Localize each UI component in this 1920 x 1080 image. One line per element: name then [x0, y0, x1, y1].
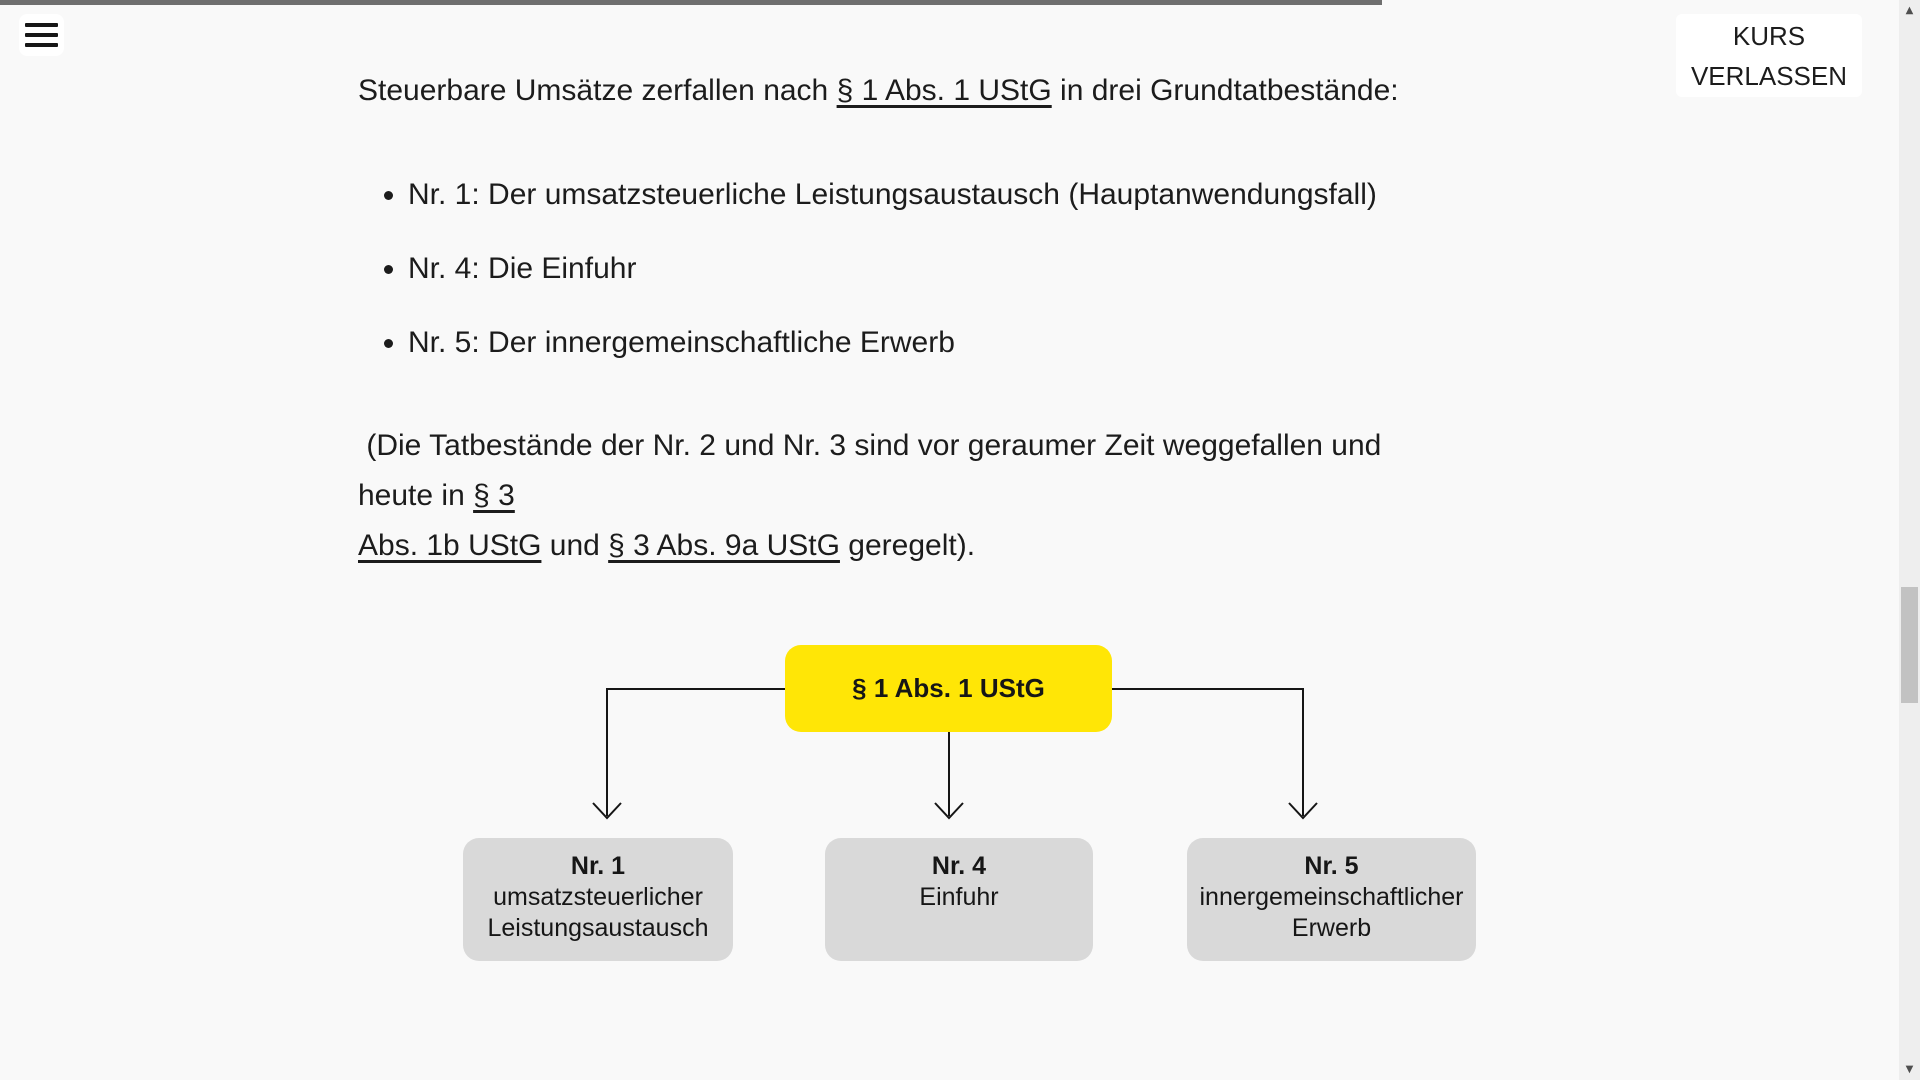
- note-paragraph: [358, 421, 1463, 571]
- diagram-node-line: Leistungsaustausch: [487, 914, 709, 942]
- legal-reference-link[interactable]: § 3: [473, 479, 515, 512]
- menu-button[interactable]: [19, 14, 64, 56]
- scroll-down-icon[interactable]: ▼: [1899, 1059, 1920, 1080]
- hamburger-icon: [25, 33, 58, 37]
- vertical-scrollbar[interactable]: [1899, 0, 1920, 1080]
- list-item: • Nr. 5: Der innergemeinschaftliche Erwerb: [408, 318, 1463, 368]
- text-segment: geregelt).: [839, 529, 976, 562]
- diagram-node-line: umsatzsteuerlicher: [493, 883, 703, 911]
- diagram-node-line: Einfuhr: [919, 883, 999, 911]
- arrowhead-middle-icon: [935, 803, 963, 818]
- hamburger-icon: [25, 23, 58, 27]
- intro-paragraph: [358, 66, 1463, 116]
- exit-course-label-line2: VERLASSEN: [1690, 60, 1848, 91]
- diagram-node-nr4: [825, 838, 1093, 961]
- diagram-root-label: § 1 Abs. 1 UStG: [852, 673, 1045, 703]
- connector-left: [607, 689, 785, 816]
- text-segment: Steuerbare Umsätze zerfallen nach: [358, 74, 837, 107]
- lesson-content: [358, 66, 1463, 571]
- text-segment: (Die Tatbestände der Nr. 2 und Nr. 3 sind vor geraumer Zeit weggefallen und heute in: [358, 429, 1390, 512]
- arrowhead-right-icon: [1289, 803, 1317, 818]
- diagram-node-title: Nr. 5: [1304, 852, 1359, 880]
- scroll-up-icon[interactable]: ▲: [1899, 0, 1920, 21]
- grundtatbestaende-list: [358, 170, 1463, 368]
- connector-right: [1112, 689, 1303, 816]
- legal-reference-link[interactable]: § 3 Abs. 9a UStG: [608, 529, 840, 562]
- legal-reference-link[interactable]: § 1 Abs. 1 UStG: [836, 74, 1052, 107]
- scrollbar-thumb[interactable]: [1901, 587, 1918, 703]
- exit-course-button[interactable]: [1676, 14, 1862, 97]
- diagram-node-line: innergemeinschaftlicher: [1199, 883, 1464, 911]
- arrowhead-left-icon: [593, 803, 621, 818]
- diagram-node-nr5: [1187, 838, 1476, 961]
- top-progress-bar: [0, 0, 1382, 5]
- text-segment: in drei Grundtatbestände:: [1051, 74, 1399, 107]
- list-item: • Nr. 1: Der umsatzsteuerliche Leistungsaustausch (Hauptanwendungsfall): [408, 170, 1463, 220]
- exit-course-label-line1: KURS: [1732, 20, 1806, 51]
- diagram-node-title: Nr. 1: [570, 852, 626, 880]
- diagram-node-line: Erwerb: [1291, 914, 1372, 942]
- text-segment: und: [541, 529, 609, 562]
- diagram-root-node: [785, 645, 1112, 732]
- legal-reference-link[interactable]: Abs. 1b UStG: [358, 529, 542, 562]
- diagram-node-title: Nr. 4: [931, 852, 987, 880]
- list-item: • Nr. 4: Die Einfuhr: [408, 244, 1463, 294]
- diagram-node-nr1: [463, 838, 733, 961]
- hamburger-icon: [25, 43, 58, 47]
